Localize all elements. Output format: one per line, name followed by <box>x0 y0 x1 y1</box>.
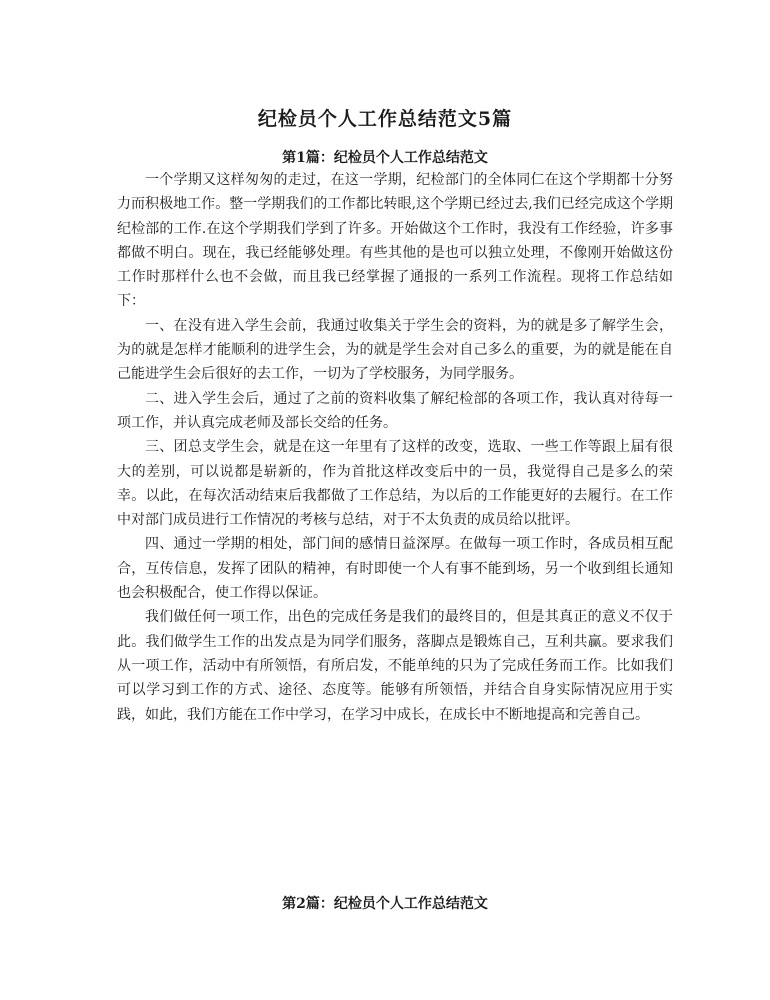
section-heading-2: 第2篇：纪检员个人工作总结范文 <box>282 896 488 912</box>
document-title: 纪检员个人工作总结范文5篇 <box>257 108 513 130</box>
section-1-body <box>117 168 673 727</box>
paragraph: 一、在没有进入学生会前，我通过收集关于学生会的资料，为的就是多了解学生会，为的就是怎样才能顺利的进学生会，为的就是学生会对自己多么的重要，为的就是能在自己能进学生会后很好的去工作，一切为了学校服务，为同学服务。 <box>117 317 673 383</box>
paragraph: 二、进入学生会后，通过了之前的资料收集了解纪检部的各项工作，我认真对待每一项工作，并认真完成老师及部长交给的任务。 <box>117 390 673 431</box>
section-heading-1: 第1篇：纪检员个人工作总结范文 <box>282 150 488 166</box>
paragraph: 一个学期又这样匆匆的走过，在这一学期，纪检部门的全体同仁在这个学期都十分努力而积极地工作。整一学期我们的工作都比转眼,这个学期已经过去,我们已经完成这个学期纪检部的工作.在这个学期我们学到了许多。开始做这个工作时，我没有工作经验，许多事都做不明白。现在，我已经能够处理。有些其他的是也可以独立处理，不像刚开始做这份工作时那样什么也不会做，而且我已经掌握了通报的一系列工作流程。现将工作总结如下： <box>117 172 673 310</box>
paragraph: 四、通过一学期的相处，部门间的感情日益深厚。在做每一项工作时，各成员相互配合，互传信息，发挥了团队的精神，有时即使一个人有事不能到场，另一个收到组长通知也会积极配合，使工作得以保证。 <box>117 536 673 602</box>
paragraph: 我们做任何一项工作，出色的完成任务是我们的最终目的，但是其真正的意义不仅于此。我们做学生工作的出发点是为同学们服务，落脚点是锻炼自己，互利共赢。要求我们从一项工作，活动中有所领悟，有所启发，不能单纯的只为了完成任务而工作。比如我们可以学习到工作的方式、途径、态度等。能够有所领悟，并结合自身实际情况应用于实践，如此，我们方能在工作中学习，在学习中成长，在成长中不断地提高和完善自己。 <box>117 609 673 723</box>
paragraph: 三、团总支学生会，就是在这一年里有了这样的改变，选取、一些工作等跟上届有很大的差别，可以说都是崭新的，作为首批这样改变后中的一员，我觉得自己是多么的荣幸。以此，在每次活动结束后我都做了工作总结，为以后的工作能更好的去履行。在工作中对部门成员进行工作情况的考核与总结，对于不太负责的成员给以批评。 <box>117 439 673 529</box>
